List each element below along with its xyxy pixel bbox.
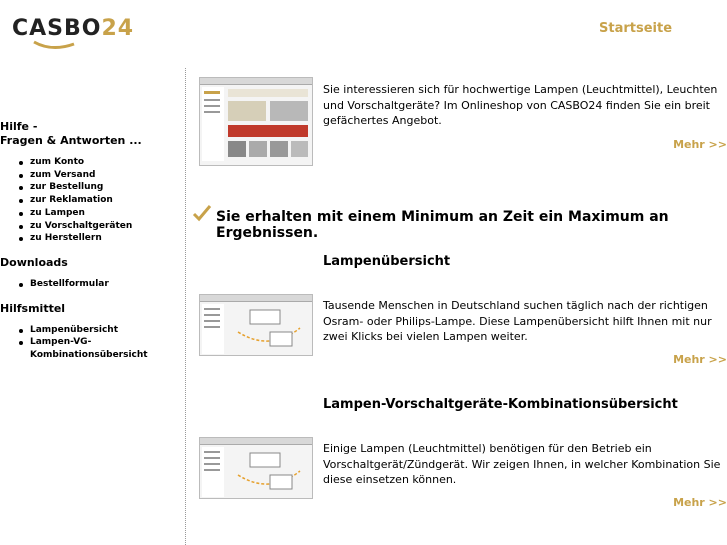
help-item-herstellern[interactable]: zu Herstellern	[0, 232, 185, 245]
checkmark-icon	[192, 204, 212, 222]
kombinationsuebersicht-thumbnail[interactable]	[199, 437, 313, 499]
tools-list	[0, 324, 185, 362]
more-link-kombination[interactable]: Mehr >>	[673, 496, 727, 509]
logo-number: 24	[101, 16, 135, 41]
help-item-vorschaltgeraete[interactable]: zu Vorschaltgeräten	[0, 220, 185, 233]
section-kombination-title: Lampen-Vorschaltgeräte-Kombinationsübersicht	[323, 397, 678, 412]
casbo24-logo[interactable]	[12, 14, 182, 54]
help-item-lampen[interactable]: zu Lampen	[0, 207, 185, 220]
help-item-versand[interactable]: zum Versand	[0, 169, 185, 182]
downloads-list	[0, 278, 185, 291]
lampenuebersicht-thumbnail[interactable]	[199, 294, 313, 356]
help-item-reklamation[interactable]: zur Reklamation	[0, 194, 185, 207]
tool-item-lampenuebersicht[interactable]: Lampenübersicht	[0, 324, 185, 337]
main-headline: Sie erhalten mit einem Minimum an Zeit ein Maximum an Ergebnissen.	[216, 209, 669, 241]
help-subtitle[interactable]: Fragen & Antworten ...	[0, 134, 142, 147]
tool-item-kombinationsuebersicht[interactable]: Lampen-VG-Kombinationsübersicht	[0, 336, 185, 361]
tools-title: Hilfsmittel	[0, 301, 66, 315]
intro-text: Sie interessieren sich für hochwertige Lampen (Leuchtmittel), Leuchten und Vorschaltgeräte? Im Onlineshop von CASBO24 finden Sie ein breit gefächertes Angebot.	[323, 83, 718, 127]
logo-swoosh-icon	[12, 40, 172, 54]
sidebar	[0, 120, 185, 362]
help-list	[0, 156, 185, 245]
help-item-bestellung[interactable]: zur Bestellung	[0, 181, 185, 194]
section-lampenuebersicht-title: Lampenübersicht	[323, 254, 451, 269]
startseite-link[interactable]: Startseite	[599, 21, 673, 36]
section-lampenuebersicht-text: Tausende Menschen in Deutschland suchen täglich nach der richtigen Osram- oder Philips-Lampe. Diese Lampenübersicht hilft Ihnen mit nur zwei Klicks bei vielen Lampen weiter.	[323, 299, 712, 343]
shop-screenshot-thumbnail[interactable]	[199, 77, 313, 166]
logo-text: CASBO	[12, 16, 102, 41]
help-item-konto[interactable]: zum Konto	[0, 156, 185, 169]
column-divider	[185, 68, 186, 545]
download-item-bestellformular[interactable]: Bestellformular	[0, 278, 185, 291]
section-kombination-text: Einige Lampen (Leuchtmittel) benötigen für den Betrieb ein Vorschaltgerät/Zündgerät. Wir zeigen Ihnen, in welcher Kombination Sie diese einsetzen können.	[323, 442, 721, 486]
more-link-lampenuebersicht[interactable]: Mehr >>	[673, 353, 727, 366]
help-title[interactable]: Hilfe -	[0, 120, 38, 133]
more-link-intro[interactable]: Mehr >>	[673, 138, 727, 151]
downloads-title: Downloads	[0, 255, 68, 269]
